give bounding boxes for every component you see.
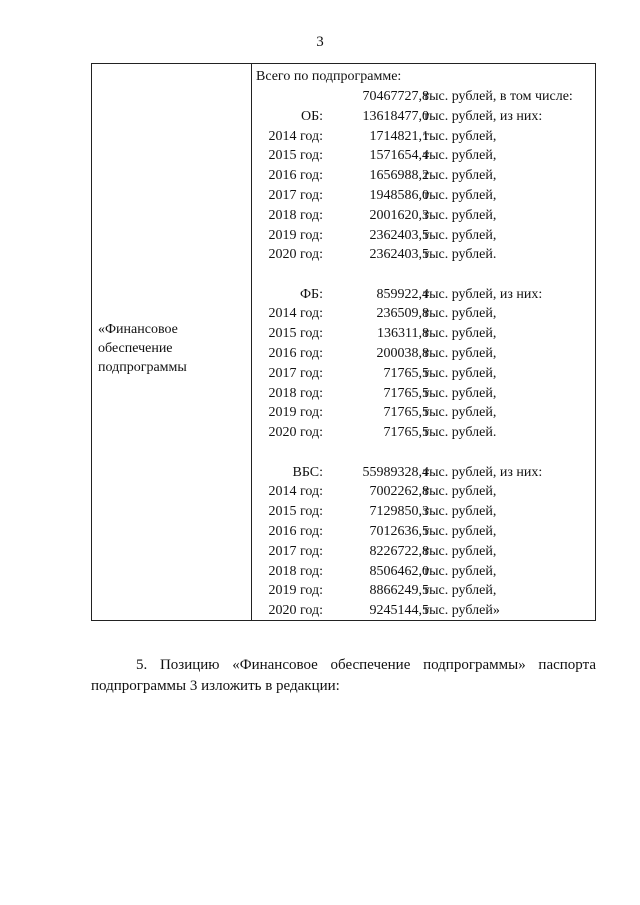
total-unit: тыс. рублей, в том числе: bbox=[423, 89, 573, 104]
group-header-row-label: ОБ: bbox=[300, 108, 323, 124]
year-row-unit: тыс. рублей, bbox=[423, 227, 497, 243]
year-row-unit: тыс. рублей, bbox=[423, 543, 497, 559]
year-row bbox=[256, 581, 591, 601]
year-row bbox=[256, 403, 591, 423]
year-row bbox=[256, 542, 591, 562]
year-row bbox=[256, 522, 591, 542]
year-row-unit: тыс. рублей, bbox=[423, 128, 497, 144]
year-row-value: 136311,8 bbox=[377, 326, 429, 342]
year-row-value: 71765,5 bbox=[383, 385, 429, 401]
table-heading: Всего по подпрограмме: bbox=[256, 69, 402, 84]
table-right-cell bbox=[256, 66, 591, 621]
year-row-unit: тыс. рублей, bbox=[423, 504, 497, 520]
year-row-unit: тыс. рублей, bbox=[423, 484, 497, 500]
year-row bbox=[256, 206, 591, 226]
total-row bbox=[256, 87, 591, 107]
year-row-value: 71765,5 bbox=[383, 365, 429, 381]
year-row bbox=[256, 127, 591, 147]
year-row-value: 7002262,8 bbox=[369, 484, 429, 500]
year-row-value: 1714821,1 bbox=[369, 128, 429, 144]
year-row-label: 2019 год: bbox=[268, 405, 323, 421]
year-row-label: 2019 год: bbox=[268, 227, 323, 243]
group-header-row-label: ФБ: bbox=[300, 286, 323, 302]
year-row-value: 2001620,3 bbox=[369, 207, 429, 223]
paragraph-line-1: 5. Позицию «Финансовое обеспечение подпрограммы» паспорта bbox=[136, 657, 596, 673]
year-row-value: 9245144,5 bbox=[369, 603, 429, 619]
year-row-label: 2017 год: bbox=[268, 187, 323, 203]
group-header-row-unit: тыс. рублей, из них: bbox=[423, 464, 543, 480]
year-row-value: 8866249,5 bbox=[369, 583, 429, 599]
year-row-label: 2020 год: bbox=[268, 247, 323, 263]
year-row-value: 8226722,8 bbox=[369, 543, 429, 559]
group-header-row-unit: тыс. рублей, из них: bbox=[423, 108, 543, 124]
year-row-unit: тыс. рублей, bbox=[423, 365, 497, 381]
year-row-unit: тыс. рублей. bbox=[423, 247, 497, 263]
year-row-label: 2014 год: bbox=[268, 128, 323, 144]
instruction-paragraph bbox=[91, 655, 596, 697]
group-header-row-unit: тыс. рублей, из них: bbox=[423, 286, 543, 302]
group-header-row-value: 13618477,0 bbox=[362, 108, 429, 124]
group-spacer bbox=[256, 265, 591, 285]
year-row bbox=[256, 166, 591, 186]
year-row-value: 1656988,2 bbox=[369, 168, 429, 184]
year-row-unit: тыс. рублей, bbox=[423, 306, 497, 322]
year-row-label: 2014 год: bbox=[268, 306, 323, 322]
year-row-unit: тыс. рублей, bbox=[423, 168, 497, 184]
table-left-label: «Финансовое обеспечение подпрограммы bbox=[98, 322, 187, 375]
year-row-unit: тыс. рублей. bbox=[423, 425, 497, 441]
year-row bbox=[256, 601, 591, 621]
year-row-unit: тыс. рублей, bbox=[423, 207, 497, 223]
year-row-value: 1571654,4 bbox=[369, 148, 429, 164]
column-divider bbox=[251, 64, 252, 620]
year-row-unit: тыс. рублей, bbox=[423, 148, 497, 164]
year-row-value: 200038,8 bbox=[376, 346, 429, 362]
group-header-row-value: 55989328,4 bbox=[362, 464, 429, 480]
year-row bbox=[256, 502, 591, 522]
year-row-unit: тыс. рублей, bbox=[423, 346, 497, 362]
passport-table bbox=[91, 63, 596, 621]
year-row-label: 2018 год: bbox=[268, 207, 323, 223]
year-row-value: 8506462,0 bbox=[369, 563, 429, 579]
year-row bbox=[256, 304, 591, 324]
year-row bbox=[256, 146, 591, 166]
year-row-label: 2016 год: bbox=[268, 346, 323, 362]
page-number: 3 bbox=[316, 34, 324, 50]
year-row-value: 236509,8 bbox=[376, 306, 429, 322]
year-row-label: 2015 год: bbox=[268, 148, 323, 164]
year-row bbox=[256, 384, 591, 404]
year-row bbox=[256, 324, 591, 344]
year-row-unit: тыс. рублей, bbox=[423, 563, 497, 579]
year-row bbox=[256, 562, 591, 582]
year-row-unit: тыс. рублей» bbox=[423, 603, 500, 619]
year-row-label: 2020 год: bbox=[268, 603, 323, 619]
year-row-label: 2016 год: bbox=[268, 168, 323, 184]
year-row-unit: тыс. рублей, bbox=[423, 385, 497, 401]
year-row-label: 2020 год: bbox=[268, 425, 323, 441]
paragraph-line-2: подпрограммы 3 изложить в редакции: bbox=[91, 678, 340, 694]
year-row-unit: тыс. рублей, bbox=[423, 187, 497, 203]
year-row bbox=[256, 482, 591, 502]
year-row-label: 2015 год: bbox=[268, 504, 323, 520]
year-row-label: 2017 год: bbox=[268, 365, 323, 381]
year-row-label: 2014 год: bbox=[268, 484, 323, 500]
year-row-label: 2017 год: bbox=[268, 543, 323, 559]
group-header-row bbox=[256, 463, 591, 483]
year-row-unit: тыс. рублей, bbox=[423, 405, 497, 421]
group-spacer bbox=[256, 443, 591, 463]
year-row bbox=[256, 344, 591, 364]
year-row-value: 7129850,3 bbox=[369, 504, 429, 520]
year-row bbox=[256, 186, 591, 206]
total-value: 70467727,8 bbox=[362, 89, 429, 104]
group-header-row bbox=[256, 107, 591, 127]
year-row-unit: тыс. рублей, bbox=[423, 583, 497, 599]
group-header-row-value: 859922,4 bbox=[376, 286, 429, 302]
year-row bbox=[256, 364, 591, 384]
year-row-label: 2018 год: bbox=[268, 563, 323, 579]
year-row-value: 71765,5 bbox=[383, 405, 429, 421]
year-row-value: 2362403,5 bbox=[369, 227, 429, 243]
year-row-value: 71765,5 bbox=[383, 425, 429, 441]
year-row-unit: тыс. рублей, bbox=[423, 523, 497, 539]
year-row-value: 2362403,5 bbox=[369, 247, 429, 263]
year-row-value: 1948586,0 bbox=[369, 187, 429, 203]
year-row-unit: тыс. рублей, bbox=[423, 326, 497, 342]
year-row-label: 2015 год: bbox=[268, 326, 323, 342]
year-row bbox=[256, 245, 591, 265]
group-header-row bbox=[256, 285, 591, 305]
year-row bbox=[256, 226, 591, 246]
year-row bbox=[256, 423, 591, 443]
year-row-label: 2019 год: bbox=[268, 583, 323, 599]
year-row-label: 2018 год: bbox=[268, 385, 323, 401]
year-row-label: 2016 год: bbox=[268, 523, 323, 539]
year-row-value: 7012636,5 bbox=[369, 523, 429, 539]
group-header-row-label: ВБС: bbox=[292, 464, 323, 480]
